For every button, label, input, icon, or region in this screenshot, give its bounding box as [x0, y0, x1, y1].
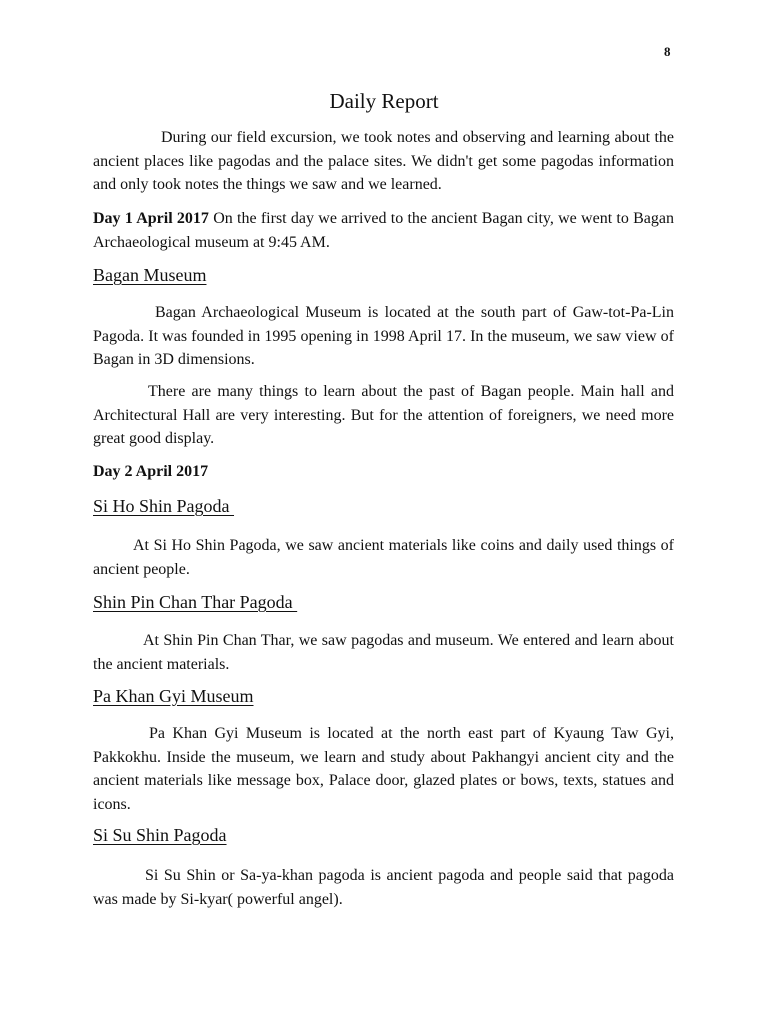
heading-si-su-shin-pagoda: Si Su Shin Pagoda — [93, 825, 227, 845]
bagan-museum-paragraph-2 — [93, 380, 674, 451]
heading-bagan-museum: Bagan Museum — [93, 265, 207, 285]
day1-label: Day 1 April 2017 — [93, 210, 209, 227]
shin-pin-chan-thar-paragraph — [93, 629, 674, 676]
shin-pin-chan-thar-text: At Shin Pin Chan Thar, we saw pagodas and museum. We entered and learn about the ancient materials. — [93, 632, 674, 673]
page-title: Daily Report — [329, 89, 439, 113]
si-su-shin-text: Si Su Shin or Sa-ya-khan pagoda is ancient pagoda and people said that pagoda was made by Si-kyar( powerful angel). — [93, 867, 674, 908]
bagan-museum-text-1: Bagan Archaeological Museum is located at the south part of Gaw-tot-Pa-Lin Pagoda. It was founded in 1995 opening in 1998 April 17. In the museum, we saw view of Bagan in 3D dimensions. — [93, 304, 674, 368]
day2-paragraph — [93, 460, 674, 484]
heading-si-ho-shin-pagoda: Si Ho Shin Pagoda — [93, 496, 235, 516]
pa-khan-gyi-paragraph — [93, 722, 674, 816]
si-su-shin-paragraph — [93, 864, 674, 911]
intro-paragraph — [93, 126, 674, 197]
intro-text: During our field excursion, we took notes and observing and learning about the ancient places like pagodas and the palace sites. We didn't get some pagodas information and only took notes the things we saw and we learned. — [93, 129, 674, 193]
day1-text: On the first day we arrived to the ancient Bagan city, we went to Bagan Archaeological museum at 9:45 AM. — [93, 210, 675, 251]
pa-khan-gyi-text: Pa Khan Gyi Museum is located at the north east part of Kyaung Taw Gyi, Pakkokhu. Inside the museum, we learn and study about Pakhangyi ancient city and the ancient materials like message box, Palace door, glazed plates or bows, texts, statues and icons. — [93, 725, 674, 813]
day1-paragraph — [93, 207, 674, 254]
bagan-museum-text-2: There are many things to learn about the past of Bagan people. Main hall and Architectural Hall are very interesting. But for the attention of foreigners, we need more great good display. — [93, 383, 674, 447]
si-ho-shin-paragraph — [93, 534, 674, 581]
heading-shin-pin-chan-thar-pagoda: Shin Pin Chan Thar Pagoda — [93, 592, 298, 612]
bagan-museum-paragraph-1 — [93, 301, 674, 372]
day2-label: Day 2 April 2017 — [93, 463, 209, 480]
page-number: 8 — [664, 44, 671, 59]
heading-pa-khan-gyi-museum: Pa Khan Gyi Museum — [93, 686, 254, 706]
si-ho-shin-text: At Si Ho Shin Pagoda, we saw ancient materials like coins and daily used things of ancient people. — [93, 537, 674, 578]
